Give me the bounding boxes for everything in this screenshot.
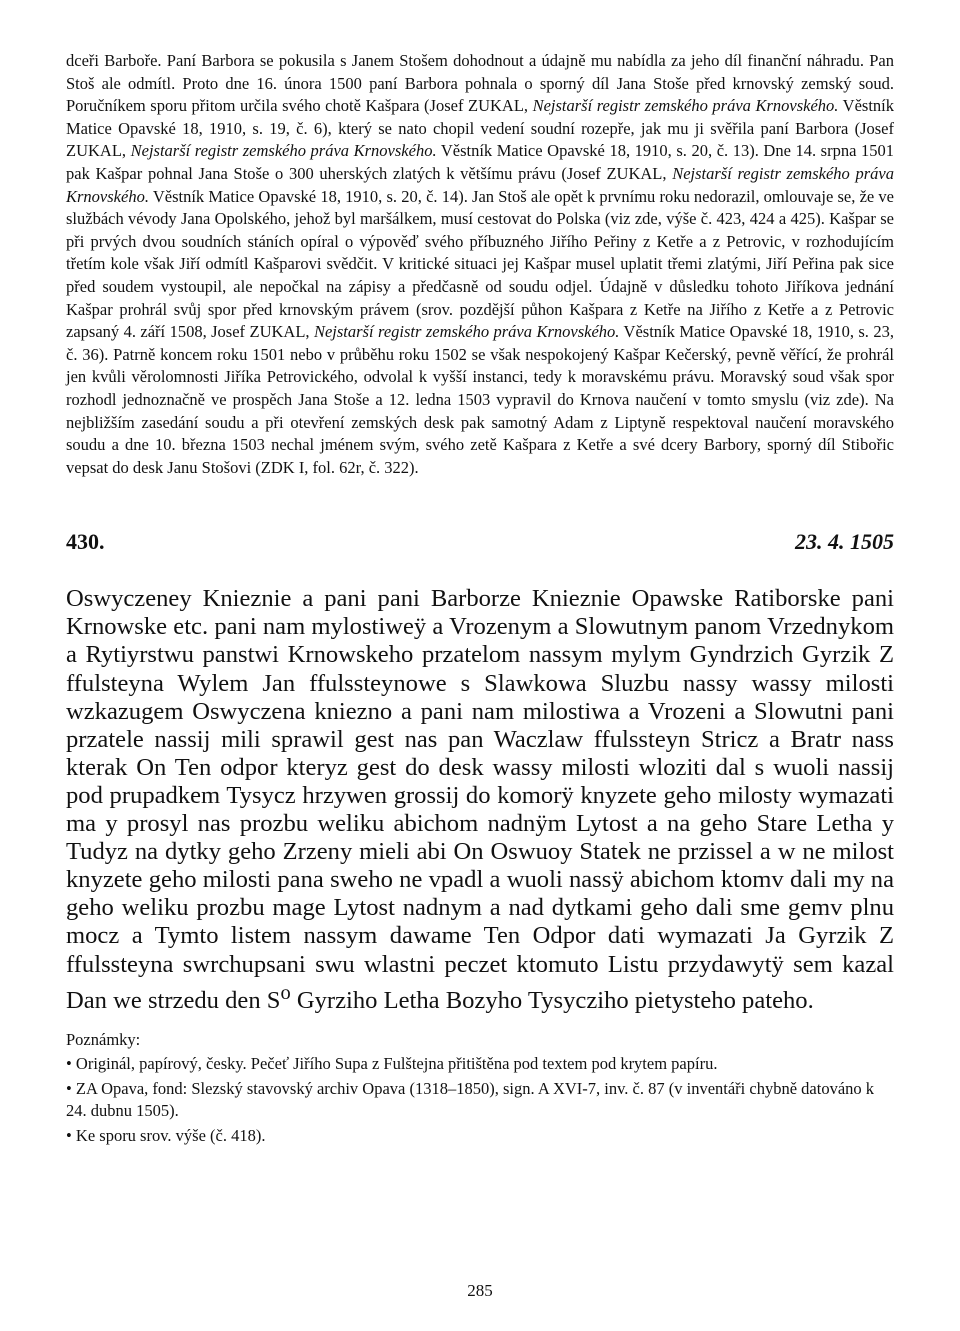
note-item: • Originál, papírový, česky. Pečeť Jiřího Supa z Fulštejna přitištěna pod textem pod krytem papíru.	[66, 1053, 894, 1075]
transcription-end: Gyrziho Letha Bozyho Tysycziho pietysteho pateho.	[290, 986, 814, 1014]
intro-paragraph	[66, 50, 894, 479]
notes-list	[66, 1053, 894, 1147]
intro-seg-4: Věstník Matice Opavské 18, 1910, s. 20, č. 13). Dne 14. srpna 1501 pak Kašpar pohnal Jana Stoše o 300 uherských zlatých k většímu právu (Josef ZUKAL,	[66, 141, 894, 183]
page-number: 285	[467, 1281, 493, 1300]
intro-seg-7: Nejstarší registr zemského práva Krnovského.	[313, 322, 620, 342]
transcription-superscript: o	[280, 981, 291, 1004]
note-item: • Ke sporu srov. výše (č. 418).	[66, 1125, 894, 1147]
intro-seg-8: Věstník Matice Opavské 18, 1910, s. 23, č. 36). Patrně koncem roku 1501 nebo v průběhu roku 1502 se však nespokojený Kašpar Kečerský, pevně věřící, že prohrál jen kvůli věrolomnosti Jiříka Petrovického, odvolal k vyšší instanci, tedy k moravskému právu. Moravský soud však spor rozhodl jednoznačně ve prospěch Jana Stoše a 12. ledna 1503 vypravil do Krnova naučení v tomto smyslu (viz zde). Na nejbližším zasedání soudu a při otevření zemských desk pak samotný Adam z Liptyně respektoval naučení moravského soudu a dne 10. března 1503 nechal jménem svým, svého zetě Kašpara z Ketře a své dcery Barbory, sporný díl Stibořic vepsat do desk Janu Stošovi (ZDK I, fol. 62r, č. 322).	[66, 322, 895, 477]
transcription-main: Oswyczeney Knieznie a pani pani Barborze Knieznie Opawske Ratiborske pani Krnowske etc. pani nam mylostiweÿ a Vrozenym a Slowutnym panom Vrzednykom a Rytiyrstwu panstwi Krnowskeho przatelom nassym mylym Gyndrzich Gyrzik Z ffulsteyna Wylem Jan ffulssteynowe s Slawkowa Sluzbu nassy wassy milosti wzkazugem Oswyczena kniezno a pani nam milostiwa a Vrozeni a Slowutni pani przatele nassij mili sprawil gest nas pan Waczlaw ffulssteyn Stricz a Bratr nass kterak On Ten odpor kteryz gest do desk wassy milosti wloziti dal s wuoli nassij pod prupadkem Tysycz hrzywen grossij do komorÿ knyzete geho milosty wymazati ma y prosyl nas prozbu weliku abichom nadnÿm Lytost a na geho Stare Letha y Tudyz na dytky geho Zrzeny mieli abi On Oswuoy Statek ne przissel a w ne milost knyzete geho milosti pana sweho ne vpadl a wuoli nassÿ abichom ktomv dali my na geho weliku prozbu mage Lytost nadnym a nad dytkami geho dali sme gemv plnu mocz a Tymto listem nassym dawame Ten Odpor dati wymazati Ja Gyrzik Z ffulssteyna swrchupsani swu wlastni peczet ktomuto Listu przydawytÿ sem kazal Dan we strzedu den S	[66, 585, 894, 1014]
entry-heading	[66, 529, 894, 555]
intro-seg-2: Věstník Matice Opavské 18, 1910, s. 19, č. 6), který se nato chopil vedení soudní rozepře, jak mu ji svěřila paní Barbora (Josef ZUKAL,	[66, 96, 894, 161]
entry-number: 430.	[66, 529, 105, 555]
entry-date: 23. 4. 1505	[795, 529, 894, 555]
transcription-text	[66, 585, 894, 1015]
note-item: • ZA Opava, fond: Slezský stavovský archiv Opava (1318–1850), sign. A XVI-7, inv. č. 87 (v inventáři chybně datováno k 24. dubnu 1505).	[66, 1078, 894, 1123]
notes-section	[66, 1029, 894, 1147]
intro-seg-0: dceři Barboře. Paní Barbora se pokusila s Janem Stošem dohodnout a údajně mu nabídla za jeho díl finanční náhradu. Pan Stoš ale odmítl. Proto dne 16. února 1500 paní Barbora pohnala o sporný díl Jana Stoše před krnovský zemský soud. Poručníkem sporu přitom určila svého chotě Kašpara (Josef ZUKAL,	[66, 51, 894, 116]
intro-seg-3: Nejstarší registr zemského práva Krnovského.	[130, 141, 437, 161]
notes-title: Poznámky:	[66, 1029, 141, 1049]
page-content	[66, 50, 894, 1149]
intro-seg-6: Věstník Matice Opavské 18, 1910, s. 20, č. 14). Jan Stoš ale opět k prvnímu roku nedorazil, omlouvaje se, že ve službách vévody Jana Opolského, jehož byl maršálkem, musí cestovat do Polska (viz zde, výše č. 423, 424 a 425). Kašpar se při prvých dvou soudních stáních opíral o výpověď svého příbuzného Jiřího Peřiny z Ketře a z Petrovic, v rozhodujícím třetím kole však Jiří odmítl Kašparovi svědčit. V kritické situaci jej Kašpar musel uplatit třemi zlatými, Jiří Peřina pak sice před soudem vystoupil, ale nepočkal na zápisy a předčasně od soudu odjel. Údajně v důsledku tohoto Jiříkova jednání Kašpar prohrál svůj spor před krnovským právem (srov. pozdější půhon Kašpara z Ketře na Jiřího z Ketře a z Petrovic zapsaný 4. září 1508, Josef ZUKAL,	[66, 186, 894, 342]
intro-seg-5: Nejstarší registr zemského práva Krnovského.	[66, 163, 894, 206]
intro-seg-1: Nejstarší registr zemského práva Krnovského.	[532, 96, 839, 116]
